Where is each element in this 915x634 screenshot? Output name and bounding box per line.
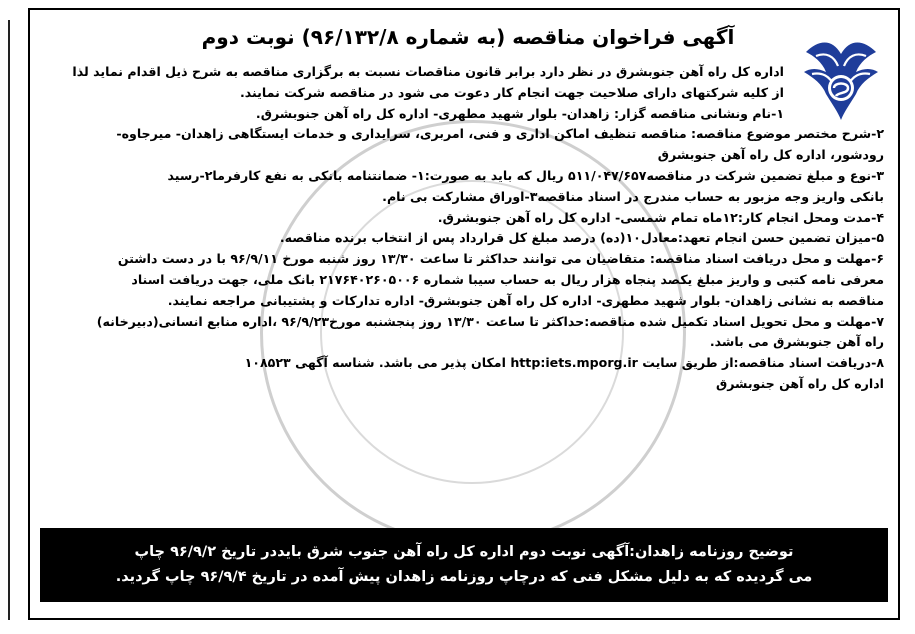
intro-line-1: اداره کل راه آهن جنوبشرق در نظر دارد برابر قانون مناقصات نسبت به برگزاری مناقصه به شرح ذیل اقدام نماید لذا: [72, 64, 784, 79]
item-7-line-1: ۷-مهلت و محل تحویل اسناد تکمیل شده مناقصه:حداکثر تا ساعت ۱۳/۳۰ روز پنجشنبه مورخ۹۶/۹/۲۳ ،اداره منابع انسانی(دبیرخانه): [96, 313, 884, 329]
notice-line-1: توضیح روزنامه زاهدان:آگهی نوبت دوم اداره کل راه آهن جنوب شرق بایددر تاریخ ۹۶/۹/۲ چاپ: [134, 544, 794, 560]
item-8-text-end: امکان پذیر می باشد. شناسه آگهی ۱۰۸۵۲۳: [244, 355, 506, 371]
item-2-line-2: رودشور، اداره کل راه آهن جنوبشرق: [657, 147, 884, 163]
page-margin-line: [8, 20, 10, 620]
item-3-line-1: ۳-نوع و مبلغ تضمین شرکت در مناقصه۵۱۱/۰۴۷/۶۵۷ ریال که باید به صورت:۱- ضمانتنامه بانکی به نفع کارفرما۲-رسید: [167, 167, 884, 183]
newspaper-notice: [40, 528, 888, 602]
item-1: ۱-نام ونشانی مناقصه گزار: زاهدان- بلوار شهید مطهری- اداره کل راه آهن جنوبشرق.: [255, 105, 784, 121]
website-link[interactable]: http:iets.mporg.ir: [510, 355, 638, 371]
item-7-line-2: راه آهن جنوبشرق می باشد.: [709, 334, 884, 350]
ad-title: آگهی فراخوان مناقصه (به شماره ۹۶/۱۳۲/۸) نوبت دوم: [201, 25, 735, 49]
signature: اداره کل راه آهن جنوبشرق: [715, 375, 884, 391]
item-6-line-2: معرفی نامه کتبی و واریز مبلغ یکصد پنجاه هزار ریال به حساب سیبا شماره ۲۱۷۶۴۰۲۶۰۵۰۰۶ بانک ملی، جهت دریافت اسناد: [131, 271, 884, 287]
item-3-line-2: بانکی واریز وجه مزبور به حساب مندرج در اسناد مناقصه۳-اوراق مشارکت بی نام.: [382, 188, 884, 204]
item-2-line-1: ۲-شرح مختصر موضوع مناقصه: مناقصه تنظیف اماکن اداری و فنی، امربری، سرایداری و خدمات ایستگاهی زاهدان- میرجاوه-: [116, 126, 884, 142]
item-6-line-3: مناقصه به نشانی زاهدان- بلوار شهید مطهری- اداره کل راه آهن جنوبشرق- اداره تدارکات و پشتیبانی مراجعه نمایند.: [167, 292, 884, 308]
item-5: ۵-میزان تضمین حسن انجام تعهد:معادل۱۰(ده) درصد مبلغ کل قرارداد پس از انتخاب برنده مناقصه.: [279, 230, 884, 246]
advertisement-frame: [28, 8, 900, 620]
ad-body: [44, 62, 884, 395]
item-8: [44, 353, 884, 374]
notice-line-2: می گردیده که به دلیل مشکل فنی که درچاپ روزنامه زاهدان پیش آمده در تاریخ ۹۶/۹/۴ چاپ گردید.: [115, 569, 813, 585]
item-6-line-1: ۶-مهلت و محل دریافت اسناد مناقصه: متقاضیان می توانند حداکثر تا ساعت ۱۳/۳۰ روز شنبه مورخ ۹۶/۹/۱۱ با در دست داشتن: [117, 251, 884, 267]
item-4: ۴-مدت ومحل انجام کار:۱۲ماه تمام شمسی- اداره کل راه آهن جنوبشرق.: [437, 209, 884, 225]
item-8-text-start: ۸-دریافت اسناد مناقصه:از طریق سایت: [642, 355, 884, 371]
intro-line-2: از کلیه شرکتهای دارای صلاحیت جهت انجام کار دعوت می شود در مناقصه شرکت نمایند.: [239, 84, 784, 100]
